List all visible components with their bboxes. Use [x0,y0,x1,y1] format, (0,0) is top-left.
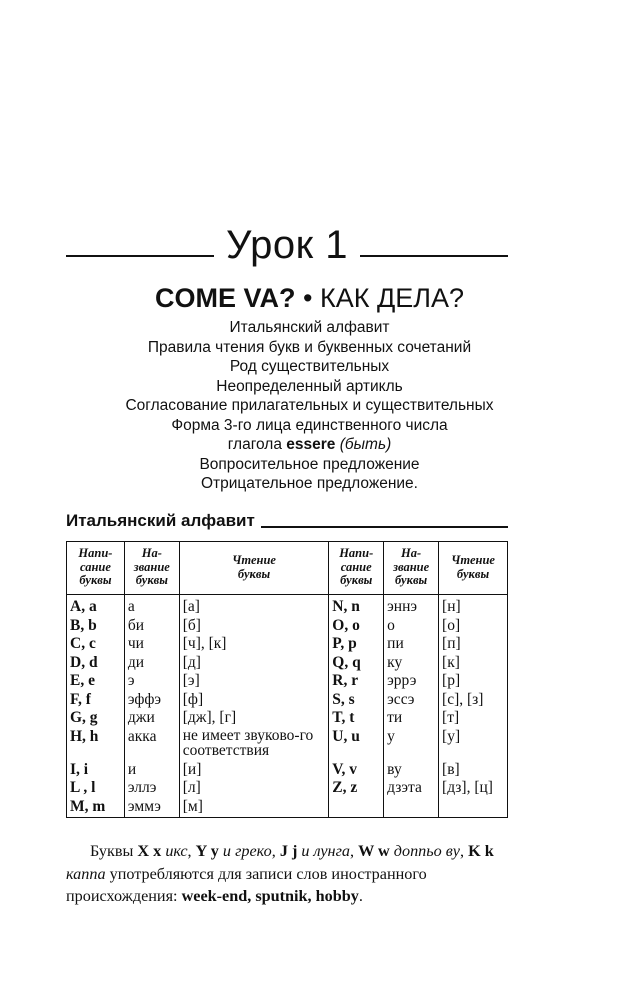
letter-name-cell: чи [124,635,179,654]
topic-item: Род существительных [229,358,390,375]
table-row [67,672,508,691]
verb-prefix: глагола [227,436,282,453]
lesson-title: Урок 1 [226,223,348,267]
reading-cell: [в] [439,761,508,780]
topics-list [0,318,619,494]
table-body [67,595,508,818]
table-row [67,617,508,636]
subtitle-bullet: • [303,283,313,313]
reading-cell: [ч], [к] [179,635,329,654]
reading-cell: [т] [439,709,508,728]
letter-name-cell: би [124,617,179,636]
letter-cell: U, u [329,728,384,761]
letter-name-cell: дзэта [384,779,439,798]
letter-name-cell: и [124,761,179,780]
letter-cell [329,798,384,818]
reading-cell: [дж], [г] [179,709,329,728]
foreign-letters-note: Буквы X x икс, Y y и греко, J j и лунга, W w доппьо ву, K k каппа употребляются для записи слов иностранного происхождения: week-end, sputnik, hobby. [66,842,494,906]
reading-cell [439,798,508,818]
letter-name-cell: эррэ [384,672,439,691]
letter-name-cell: эффэ [124,691,179,710]
reading-cell: [н] [439,595,508,617]
letter-cell: B, b [67,617,125,636]
lesson-subtitle [0,280,619,316]
header-name: На- звание буквы [124,542,179,595]
section-rule [261,526,508,528]
letter-cell: F, f [67,691,125,710]
topic-item: Итальянский алфавит [229,319,390,336]
table-row [67,654,508,673]
letter-cell: Q, q [329,654,384,673]
letter-cell: E, e [67,672,125,691]
letter-cell: I, i [67,761,125,780]
reading-cell: [ф] [179,691,329,710]
reading-cell: [с], [з] [439,691,508,710]
table-row [67,709,508,728]
reading-cell: не имеет звуково-го соответствия [179,728,329,761]
reading-cell: [к] [439,654,508,673]
header-rule-left [66,255,214,257]
header-reading: Чтение буквы [179,542,329,595]
letter-cell: M, m [67,798,125,818]
verb-keyword: essere [286,436,336,453]
letter-name-cell [384,798,439,818]
reading-cell: [м] [179,798,329,818]
table-row [67,595,508,617]
reading-cell: [б] [179,617,329,636]
topic-item-verb [0,435,619,455]
letter-name-cell: э [124,672,179,691]
letter-name-cell: о [384,617,439,636]
letter-name-cell: ву [384,761,439,780]
header-rule-right [360,255,508,257]
letter-name-cell: ку [384,654,439,673]
letter-cell: N, n [329,595,384,617]
reading-cell: [и] [179,761,329,780]
reading-cell: [л] [179,779,329,798]
letter-cell: D, d [67,654,125,673]
reading-cell: [п] [439,635,508,654]
table-row [67,635,508,654]
letter-cell: A, a [67,595,125,617]
topic-item: Вопросительное предложение [199,455,420,473]
letter-cell: G, g [67,709,125,728]
letter-cell: S, s [329,691,384,710]
letter-name-cell: ди [124,654,179,673]
letter-name-cell: эссэ [384,691,439,710]
subtitle-italian: COME VA? [155,283,296,313]
section-title: Итальянский алфавит [66,511,255,530]
letter-cell: V, v [329,761,384,780]
header-name: На- звание буквы [384,542,439,595]
letter-cell: T, t [329,709,384,728]
topic-item: Форма 3-го лица единственного числа [171,416,448,434]
letter-cell: H, h [67,728,125,761]
letter-name-cell: ти [384,709,439,728]
letter-name-cell: эннэ [384,595,439,617]
table-row [67,779,508,798]
letter-name-cell: акка [124,728,179,761]
reading-cell: [а] [179,595,329,617]
verb-translation: (быть) [339,436,392,453]
table-row [67,728,508,761]
alphabet-table [66,541,508,818]
topic-item: Неопределенный артикль [216,377,403,395]
header-writing: Напи- сание буквы [329,542,384,595]
letter-cell: R, r [329,672,384,691]
header-reading: Чтение буквы [439,542,508,595]
letter-cell: L , l [67,779,125,798]
letter-name-cell: эммэ [124,798,179,818]
letter-cell: Z, z [329,779,384,798]
table-row [67,798,508,818]
header-writing: Напи- сание буквы [67,542,125,595]
reading-cell: [дз], [ц] [439,779,508,798]
letter-name-cell: у [384,728,439,761]
topic-item: Отрицательное предложение. [201,475,418,492]
topic-item: Согласование прилагательных и существительных [125,397,494,414]
lesson-header [66,222,508,268]
reading-cell: [д] [179,654,329,673]
reading-cell: [э] [179,672,329,691]
letter-name-cell: пи [384,635,439,654]
letter-cell: P, p [329,635,384,654]
table-row [67,691,508,710]
letter-name-cell: а [124,595,179,617]
reading-cell: [у] [439,728,508,761]
table-header-row [67,542,508,595]
topic-item: Правила чтения букв и буквенных сочетаний [147,338,472,356]
letter-cell: C, c [67,635,125,654]
letter-name-cell: джи [124,709,179,728]
subtitle-russian: КАК ДЕЛА? [319,283,464,313]
reading-cell: [р] [439,672,508,691]
reading-cell: [о] [439,617,508,636]
letter-name-cell: эллэ [124,779,179,798]
letter-cell: O, o [329,617,384,636]
table-row [67,761,508,780]
section-heading [66,508,508,532]
